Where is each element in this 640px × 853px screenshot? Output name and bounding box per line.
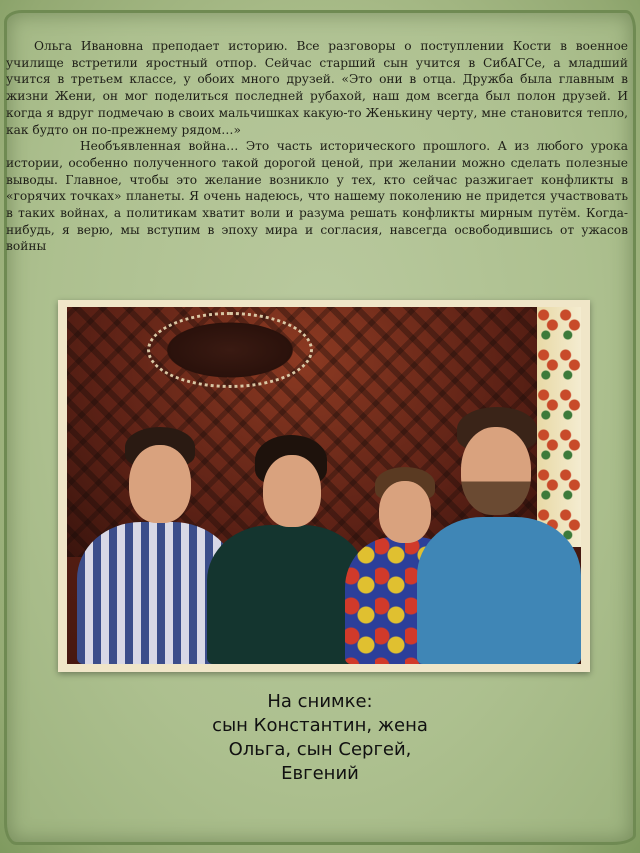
- person-olga: [207, 435, 367, 664]
- person-face: [461, 427, 531, 515]
- person-body: [417, 517, 581, 664]
- article-paragraph-1: Ольга Ивановна преподает историю. Все разговоры о поступлении Кости в военное училище встретили яростный отпор. Сейчас старший сын учится в СибАГСе, а младший учится в третьем классе, у обоих много друзей. «Это они в отца. Дружба была главным в жизни Жени, он мог поделиться последней рубахой, наш дом всегда был полон друзей. И когда я вдруг подмечаю в своих мальчишках какую-то Женькину черту, мне становится тепло, как будто он по-прежнему рядом…»: [6, 39, 628, 137]
- family-photo: [67, 307, 581, 664]
- caption-line-2: сын Константин, жена: [212, 715, 428, 736]
- family-photo-frame: [58, 300, 590, 672]
- person-evgeny: [417, 407, 581, 664]
- caption-line-4: Евгений: [281, 763, 359, 784]
- article-paragraph-2: Необъявленная война… Это часть исторического прошлого. А из любого урока истории, особенно полученного такой дорогой ценой, при желании можно сделать полезные выводы. Главное, чтобы это желание возникло у тех, кто сейчас разжигает конфликты в «горячих точках» планеты. Я очень надеюсь, что нашему поколению не придется участвовать в таких войнах, а политикам хватит воли и разума решать конфликты мирным путём. Когда-нибудь, я верю, мы вступим в эпоху мира и согласия, навсегда освободившись от ужасов войны: [6, 139, 628, 254]
- caption-line-1: На снимке:: [267, 691, 373, 712]
- photo-caption: [160, 690, 480, 786]
- carpet-medallion: [147, 312, 313, 388]
- caption-line-3: Ольга, сын Сергей,: [228, 739, 412, 760]
- person-body: [207, 525, 367, 664]
- person-face: [263, 455, 321, 527]
- article-text: [6, 38, 628, 255]
- person-face: [129, 445, 191, 523]
